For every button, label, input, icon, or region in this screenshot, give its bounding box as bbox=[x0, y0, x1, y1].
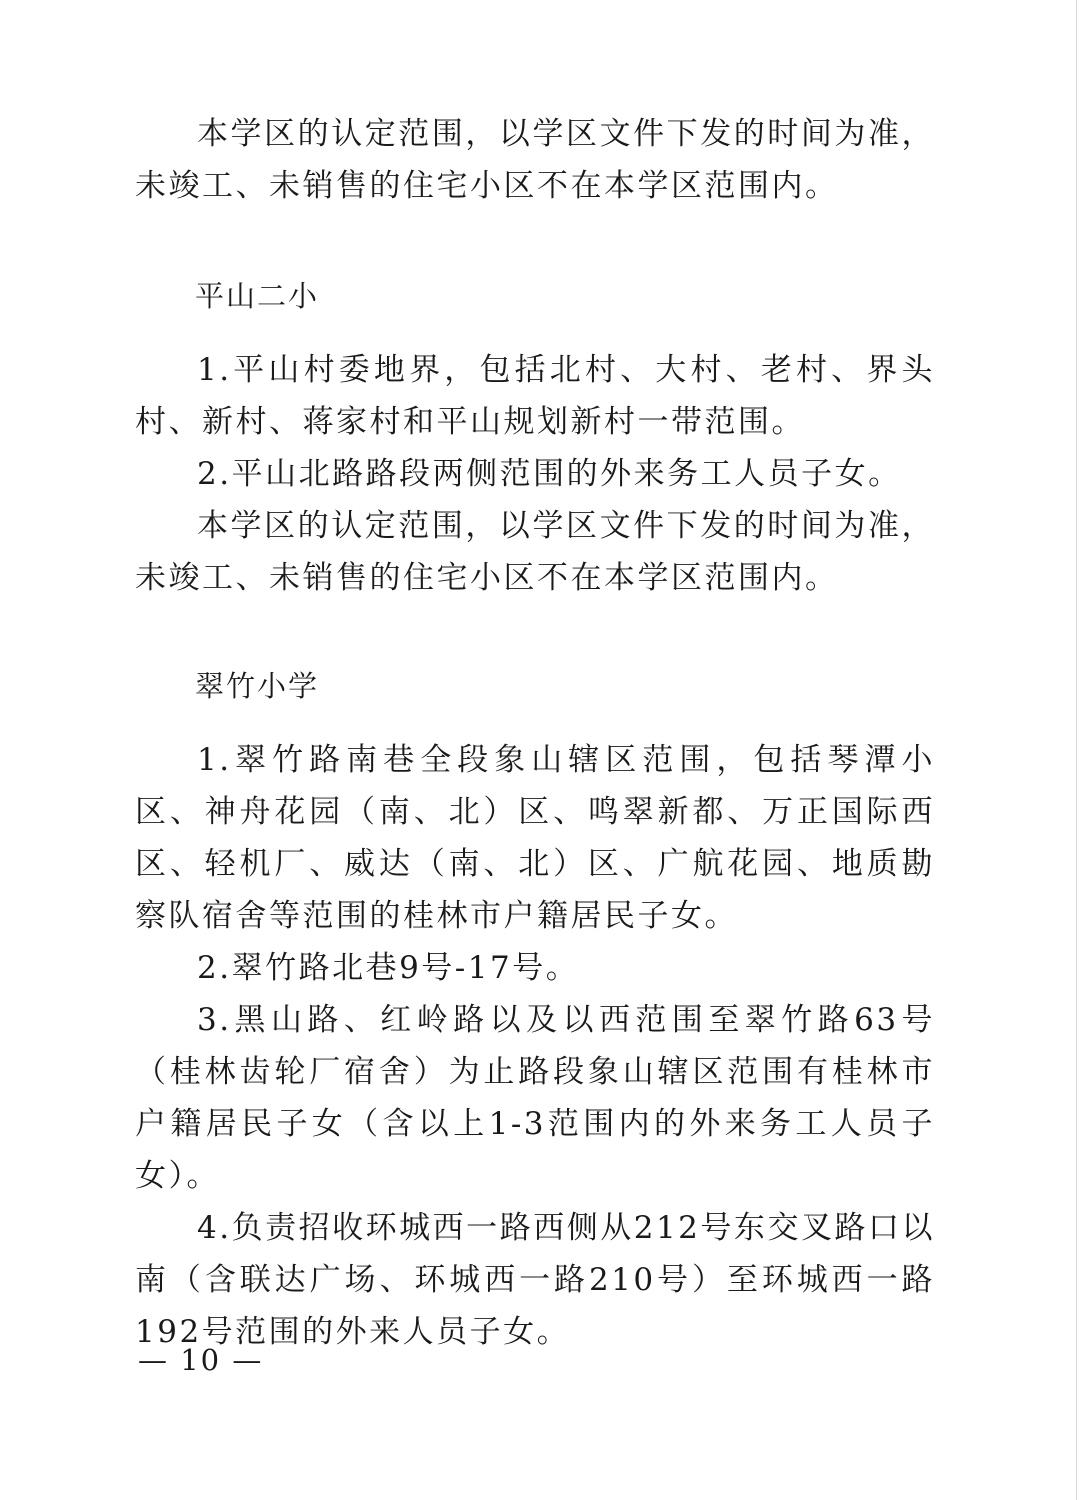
cuizhu-item-2: 2.翠竹路北巷9号-17号。 bbox=[197, 950, 580, 986]
intro-paragraph: 本学区的认定范围，以学区文件下发的时间为准，未竣工、未销售的住宅小区不在本学区范围内。 bbox=[135, 116, 935, 204]
pingshan-item-2: 2.平山北路路段两侧范围的外来务工人员子女。 bbox=[197, 456, 902, 492]
cuizhu-item-1: 1.翠竹路南巷全段象山辖区范围，包括琴潭小区、神舟花园（南、北）区、鸣翠新都、万正国际西区、轻机厂、威达（南、北）区、广航花园、地质勘察队宿舍等范围的桂林市户籍居民子女。 bbox=[135, 742, 935, 934]
pingshan-item-1: 1.平山村委地界，包括北村、大村、老村、界头村、新村、蒋家村和平山规划新村一带范围。 bbox=[135, 352, 935, 440]
pingshan-note: 本学区的认定范围，以学区文件下发的时间为准，未竣工、未销售的住宅小区不在本学区范围内。 bbox=[135, 508, 935, 596]
section-title-pingshan: 平山二小 bbox=[195, 279, 320, 313]
section-pingshan-body bbox=[135, 344, 935, 604]
section-cuizhu-body bbox=[135, 734, 935, 1358]
page-edge-divider bbox=[1076, 0, 1077, 1500]
cuizhu-item-4: 4.负责招收环城西一路西侧从212号东交叉路口以南（含联达广场、环城西一路210号）至环城西一路192号范围的外来人员子女。 bbox=[135, 1210, 935, 1350]
section-title-cuizhu: 翠竹小学 bbox=[195, 669, 320, 703]
cuizhu-item-3: 3.黑山路、红岭路以及以西范围至翠竹路63号（桂林齿轮厂宿舍）为止路段象山辖区范围有桂林市户籍居民子女（含以上1-3范围内的外来务工人员子女）。 bbox=[135, 1002, 935, 1194]
intro-section bbox=[135, 108, 935, 212]
page-number: — 10 — bbox=[138, 1343, 264, 1377]
